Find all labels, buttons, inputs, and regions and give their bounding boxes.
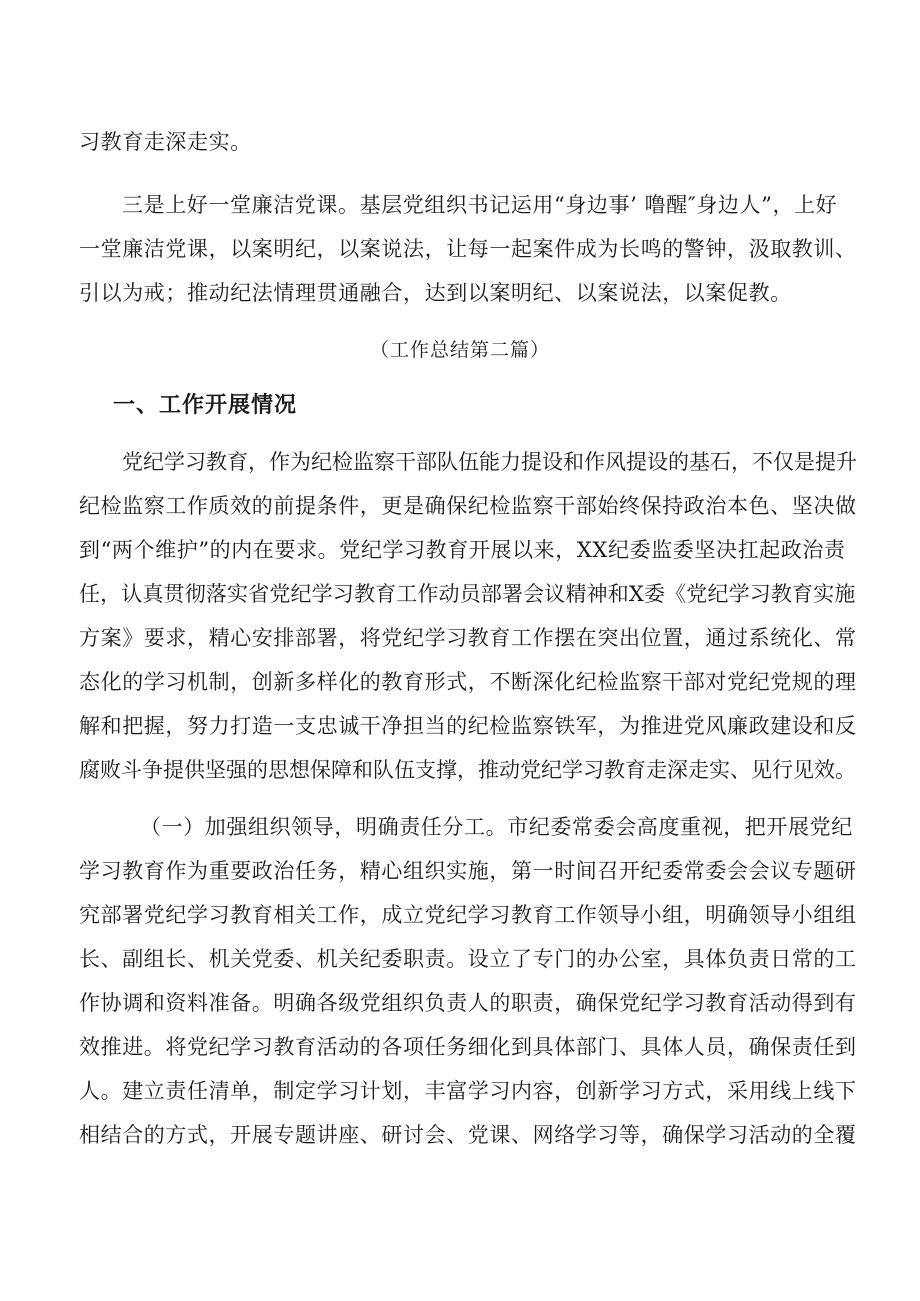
- section-one-paragraph-line: 人。建立责任清单，制定学习计划，丰富学习内容，创新学习方式，采用线上线下: [79, 1079, 857, 1103]
- section-subtitle: （工作总结第二篇）: [369, 339, 550, 361]
- section-one-paragraph-line: 作协调和资料准备。明确各级党组织负责人的职责，确保党纪学习教育活动得到有: [79, 991, 857, 1015]
- section-one-paragraph-line: 相结合的方式，开展专题讲座、研讨会、党课、网络学习等，确保学习活动的全覆: [79, 1123, 857, 1147]
- intro-paragraph-line: 态化的学习机制，创新多样化的教育形式，不断深化纪检监察干部对党纪党规的理: [79, 670, 857, 694]
- intro-paragraph-line: 任，认真贯彻落实省党纪学习教育工作动员部署会议精神和X委《党纪学习教育实施: [79, 582, 856, 606]
- paragraph-three-line: 一堂廉洁党课，以案明纪，以案说法，让每一起案件成为长鸣的警钟，汲取教训、: [79, 237, 857, 261]
- paragraph-three-line: 引以为戒；推动纪法情理贯通融合，达到以案明纪、以案说法，以案促教。: [79, 281, 792, 305]
- section-one-paragraph-line: 效推进。将党纪学习教育活动的各项任务细化到具体部门、具体人员，确保责任到: [79, 1035, 857, 1059]
- intro-paragraph-line: 腐败斗争提供坚强的思想保障和队伍支撑，推动党纪学习教育走深走实、见行见效。: [79, 758, 856, 782]
- section-heading: 一、工作开展情况: [113, 393, 298, 418]
- section-one-paragraph-line: （一）加强组织领导，明确责任分工。市纪委常委会高度重视，把开展党纪: [140, 815, 853, 839]
- paragraph-three-line: 三是上好一堂廉洁党课。基层党组织书记运用“身边事’ 噜醒″身边人”，上好: [122, 193, 838, 217]
- intro-paragraph-line: 纪检监察工作质效的前提条件，更是确保纪检监察干部始终保持政治本色、坚决做: [79, 494, 857, 518]
- intro-paragraph-line: 解和把握，努力打造一支忠诚干净担当的纪检监察铁军，为推进党风廉政建设和反: [79, 714, 857, 738]
- intro-paragraph-line: 到“两个维护”的内在要求。党纪学习教育开展以来，XX纪委监委坚决扛起政治责: [79, 538, 846, 562]
- section-one-paragraph-line: 究部署党纪学习教育相关工作，成立党纪学习教育工作领导小组，明确领导小组组: [79, 903, 857, 927]
- intro-paragraph-line: 党纪学习教育，作为纪检监察干部队伍能力提设和作风提设的基石，不仅是提升: [122, 450, 857, 474]
- intro-paragraph-line: 方案》要求，精心安排部署，将党纪学习教育工作摆在突出位置，通过系统化、常: [79, 626, 857, 650]
- section-one-paragraph-line: 长、副组长、机关党委、机关纪委职责。设立了专门的办公室，具体负责日常的工: [79, 947, 857, 971]
- section-one-paragraph-line: 学习教育作为重要政治任务，精心组织实施，第一时间召开纪委常委会会议专题研: [79, 859, 857, 883]
- continuation-line: 习教育走深走实。: [79, 130, 252, 154]
